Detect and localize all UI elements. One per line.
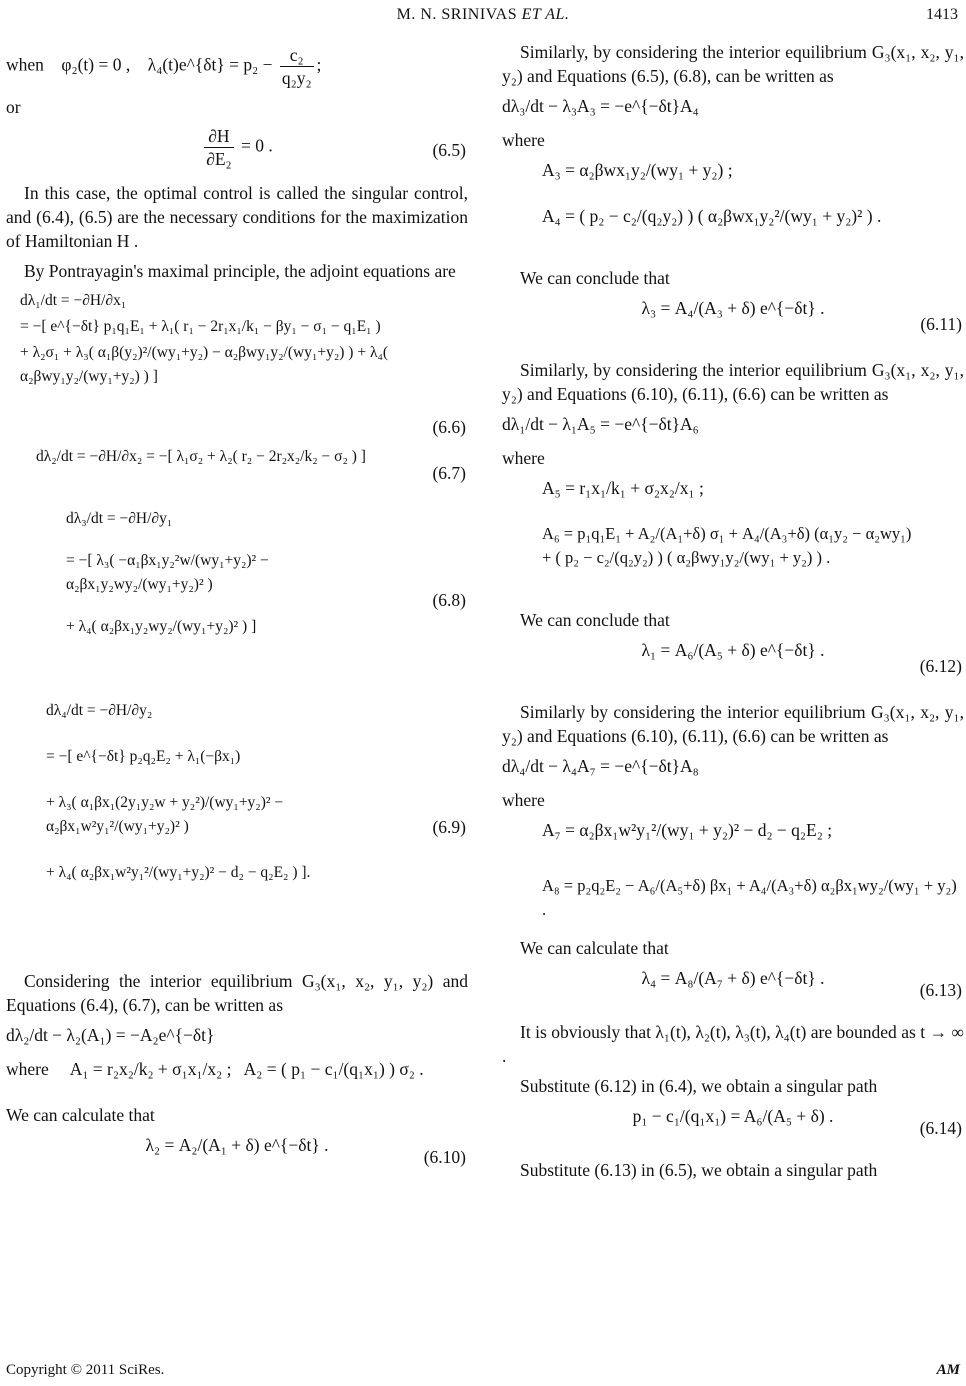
def-a7 xyxy=(502,818,964,868)
equation-number: (6.12) xyxy=(919,656,962,676)
eq-body: A₇ = α₂βx₁w²y₁²/(wy₁ + y₂)² − d₂ − q₂E₂ ; xyxy=(542,820,833,840)
paragraph: We can calculate that xyxy=(6,1105,155,1125)
equation-6-8 xyxy=(6,507,468,693)
equation-number: (6.10) xyxy=(423,1147,466,1167)
condition-line: when φ₂(t) = 0 , λ₄(t)e^{δt} = p₂ − $\frac{\text{c₂}}{\text{q₂y₂}}$ ; xyxy=(6,45,322,88)
text: G₃(x₁, x₂, y₁, y₂) and Equations (6.10), (6.11), (6.6) can be written as xyxy=(502,702,965,746)
left-column xyxy=(6,40,468,1187)
where-label: where xyxy=(502,130,545,150)
denominator: ∂E₂ xyxy=(206,149,232,169)
text: Similarly, by considering the interior equilibrium xyxy=(520,360,867,380)
page-footer xyxy=(6,1362,960,1379)
or-text: or xyxy=(6,97,21,117)
numerator: c₂ xyxy=(280,44,314,67)
page-header xyxy=(0,6,966,28)
equation-lambda3 xyxy=(502,94,964,122)
equation-lambda2 xyxy=(6,1023,468,1051)
eq-body xyxy=(6,445,468,469)
author-name: M. N. SRINIVAS xyxy=(396,6,518,23)
eq-line: dλ₂/dt − λ₂(A₁) = −A₂e^{−δt} xyxy=(6,1025,215,1045)
eq-line: dλ₄/dt − λ₄A₇ = −e^{−δt}A₈ xyxy=(502,756,699,776)
paragraph: It is obviously that λ₁(t), λ₂(t), λ₃(t), λ₄(t) are bounded as t → ∞ . xyxy=(502,1022,964,1066)
journal-abbrev: AM xyxy=(936,1362,960,1378)
eq-body xyxy=(6,699,468,885)
equation-number: (6.13) xyxy=(919,980,962,1000)
condition-lambda: λ₄(t)e^{δt} = p₂ − xyxy=(147,54,273,75)
equation-6-7 xyxy=(6,445,468,501)
equation-number: (6.14) xyxy=(919,1118,962,1138)
equation-6-12 xyxy=(502,638,964,694)
equation-number: (6.6) xyxy=(432,417,466,437)
equation-6-14 xyxy=(502,1104,964,1152)
equation-lambda4 xyxy=(502,754,964,782)
text: Considering the interior equilibrium G₃(x₁, x₂, y₁, y₂) xyxy=(24,971,434,991)
right-column xyxy=(502,40,964,1188)
equation-6-13 xyxy=(502,966,964,1014)
paragraph: We can conclude that xyxy=(520,610,670,630)
def-a4 xyxy=(502,204,964,260)
eq-body: A₄ = ( p₂ − c₂/(q₂y₂) ) ( α₂βwx₁y₂²/(wy₁ + y₂)² ) . xyxy=(542,206,882,226)
paragraph xyxy=(502,358,964,406)
eq-line: dλ₄/dt = −∂H/∂y₂ xyxy=(46,702,153,719)
equation-number: (6.5) xyxy=(432,140,466,160)
def-a2: A₂ = ( p₁ − c₁/(q₁x₁) ) σ₂ . xyxy=(243,1059,424,1079)
eq-line: dλ₃/dt − λ₃A₃ = −e^{−δt}A₄ xyxy=(502,96,699,116)
definitions-a1-a2 xyxy=(6,1057,468,1097)
when-label: when xyxy=(6,54,44,75)
equation-number: (6.8) xyxy=(432,590,466,610)
equation-6-11 xyxy=(502,296,964,352)
paragraph xyxy=(502,700,964,748)
text: Similarly, by considering the interior equilibrium xyxy=(520,42,867,62)
eq-line: = −[ e^{−δt} p₂q₂E₂ + λ₁(−βx₁) xyxy=(46,748,241,765)
equation-lambda1 xyxy=(502,412,964,440)
fraction xyxy=(280,44,314,89)
paragraph xyxy=(6,969,468,1017)
paragraph xyxy=(502,40,964,88)
eq-body xyxy=(6,507,468,639)
denominator: q₂y₂ xyxy=(281,68,312,88)
paragraph: We can conclude that xyxy=(520,268,670,288)
eq-body xyxy=(6,289,468,389)
eq-line: + λ₄( α₂βx₁y₂wy₂/(wy₁+y₂)² ) ] xyxy=(66,618,257,635)
text: G₃(x₁, x₂, y₁, y₂) and Equations (6.10), (6.11), (6.6) can be written as xyxy=(502,360,965,404)
eq-body: p₁ − c₁/(q₁x₁) = A₆/(A₅ + δ) . xyxy=(632,1106,834,1126)
def-a8 xyxy=(502,874,964,930)
eq-line: A₆ = p₁q₁E₁ + A₂/(A₁+δ) σ₁ + A₄/(A₃+δ) (α₁y₂ − α₂wy₁) xyxy=(542,524,912,543)
eq-body xyxy=(502,522,964,570)
equation-6-10 xyxy=(6,1133,468,1181)
eq-line: = −[ e^{−δt} p₁q₁E₁ + λ₁( r₁ − 2r₁x₁/k₁ − βy₁ − σ₁ − q₁E₁ ) xyxy=(20,318,381,335)
eq-body: A₃ = α₂βwx₁y₂/(wy₁ + y₂) ; xyxy=(542,160,733,180)
equation-6-5 xyxy=(6,125,468,175)
copyright-notice: Copyright © 2011 SciRes. xyxy=(6,1362,165,1378)
paragraph: By Pontrayagin's maximal principle, the adjoint equations are xyxy=(24,261,456,281)
eq-body: λ₃ = A₄/(A₃ + δ) e^{−δt} . xyxy=(641,298,825,318)
where-label: where xyxy=(502,790,545,810)
paragraph: In this case, the optimal control is called the singular control, and (6.4), (6.5) are the necessary conditions for the maximization of Hamiltonian H . xyxy=(6,183,468,251)
condition-phi: φ₂(t) = 0 , xyxy=(61,54,131,75)
page-number: 1413 xyxy=(926,6,958,23)
eq-body: λ₁ = A₆/(A₅ + δ) e^{−δt} . xyxy=(641,640,825,660)
text: G₃(x₁, x₂, y₁, y₂) and Equations (6.5), (6.8), can be written as xyxy=(502,42,965,86)
eq-line: + ( p₂ − c₂/(q₂y₂) ) ( α₂βwy₁y₂/(wy₁ + y₂) ) . xyxy=(542,548,831,567)
eq-line: dλ₁/dt = −∂H/∂x₁ xyxy=(20,292,127,309)
paragraph: Substitute (6.13) in (6.5), we obtain a singular path xyxy=(520,1160,878,1180)
eq-line: dλ₁/dt − λ₁A₅ = −e^{−δt}A₆ xyxy=(502,414,699,434)
numerator: ∂H xyxy=(204,125,233,148)
fraction xyxy=(204,125,233,170)
eq-line: = −[ λ₃( −α₁βx₁y₂²w/(wy₁+y₂)² − α₂βx₁y₂wy₂/(wy₁+y₂)² ) xyxy=(66,552,269,593)
paragraph: Substitute (6.12) in (6.4), we obtain a singular path xyxy=(520,1076,878,1096)
eq-body: A₈ = p₂q₂E₂ − A₆/(A₅+δ) βx₁ + A₄/(A₃+δ) α₂βx₁wy₂/(wy₁ + y₂) . xyxy=(542,876,957,919)
running-title xyxy=(0,6,966,24)
def-a3 xyxy=(502,158,964,198)
eq-line: dλ₃/dt = −∂H/∂y₁ xyxy=(66,510,173,527)
eq-body xyxy=(6,125,468,170)
equation-6-9 xyxy=(6,699,468,955)
where-label: where xyxy=(6,1059,49,1079)
where-label: where xyxy=(502,448,545,468)
text: Similarly by considering the interior equilibrium xyxy=(520,702,866,722)
eq-rhs: = 0 . xyxy=(241,135,273,156)
eq-body: λ₄ = A₈/(A₇ + δ) e^{−δt} . xyxy=(641,968,825,988)
def-a5 xyxy=(502,476,964,516)
eq-line: + λ₃( α₁βx₁(2y₁y₂w + y₂²)/(wy₁+y₂)² − α₂βx₁w²y₁²/(wy₁+y₂)² ) xyxy=(46,794,284,835)
eq-line: dλ₂/dt = −∂H/∂x₂ = −[ λ₁σ₂ + λ₂( r₂ − 2r₂x₂/k₂ − σ₂ ) ] xyxy=(36,448,366,465)
eq-body: λ₂ = A₂/(A₁ + δ) e^{−δt} . xyxy=(145,1135,329,1155)
eq-body: A₅ = r₁x₁/k₁ + σ₂x₂/x₁ ; xyxy=(542,478,704,498)
text: and Equations (6.4), (6.7), can be written as xyxy=(6,971,468,1015)
def-a6 xyxy=(502,522,964,602)
equation-number: (6.11) xyxy=(920,314,962,334)
equation-number: (6.7) xyxy=(432,463,466,483)
paragraph: We can calculate that xyxy=(520,938,669,958)
def-a1: A₁ = r₂x₂/k₂ + σ₁x₁/x₂ ; xyxy=(69,1059,232,1079)
equation-6-6 xyxy=(6,289,468,439)
et-al: ET AL. xyxy=(521,6,570,23)
eq-line: + λ₂σ₁ + λ₃( α₁β(y₂)²/(wy₁+y₂) − α₂βwy₁y₂/(wy₁+y₂) ) + λ₄( α₂βwy₁y₂/(wy₁+y₂) ) ] xyxy=(20,344,389,385)
eq-line: + λ₄( α₂βx₁w²y₁²/(wy₁+y₂)² − d₂ − q₂E₂ ) ]. xyxy=(46,864,311,881)
equation-number: (6.9) xyxy=(432,817,466,837)
